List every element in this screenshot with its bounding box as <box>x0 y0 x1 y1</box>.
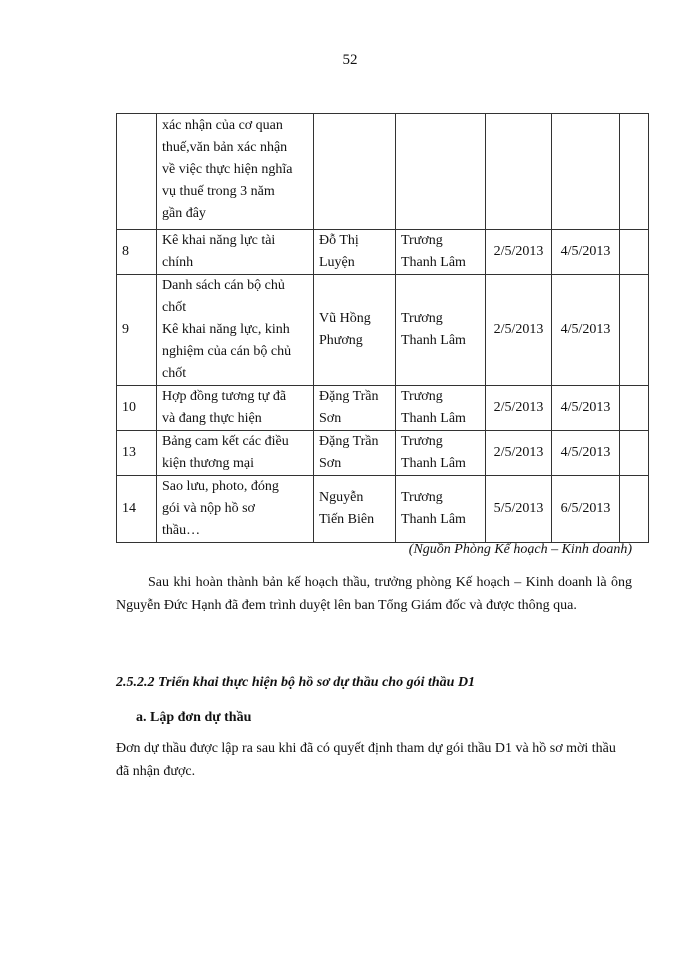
table-row <box>117 230 649 275</box>
approver-line: Trương <box>401 311 443 326</box>
cell-no: 9 <box>117 275 157 386</box>
cell-extra <box>620 114 649 230</box>
approver-line: Thanh Lâm <box>401 333 466 348</box>
cell-person <box>314 476 396 543</box>
task-line: chính <box>162 255 194 270</box>
person-line: Đặng Trần <box>319 434 379 449</box>
cell-approver <box>396 476 486 543</box>
cell-no: 13 <box>117 431 157 476</box>
cell-approver <box>396 230 486 275</box>
cell-end-date: 4/5/2013 <box>552 275 620 386</box>
cell-person <box>314 230 396 275</box>
task-line: thuế,văn bản xác nhận <box>162 140 288 155</box>
cell-no: 14 <box>117 476 157 543</box>
task-line: chốt <box>162 300 187 315</box>
cell-task <box>157 230 314 275</box>
cell-person <box>314 431 396 476</box>
cell-no <box>117 114 157 230</box>
bidding-plan-table-body <box>117 114 649 543</box>
cell-extra <box>620 275 649 386</box>
approver-line: Thanh Lâm <box>401 255 466 270</box>
approver-line: Trương <box>401 490 443 505</box>
task-line: gói và nộp hồ sơ <box>162 501 255 516</box>
person-line: Vũ Hồng <box>319 311 371 326</box>
task-line: Kê khai năng lực tài <box>162 233 276 248</box>
section-heading: 2.5.2.2 Triển khai thực hiện bộ hồ sơ dự thầu cho gói thầu D1 <box>116 675 476 690</box>
person-line: Sơn <box>319 411 342 426</box>
approver-line: Trương <box>401 389 443 404</box>
cell-person <box>314 386 396 431</box>
cell-approver <box>396 386 486 431</box>
cell-extra <box>620 476 649 543</box>
person-line: Nguyễn <box>319 490 364 505</box>
task-line: về việc thực hiện nghĩa <box>162 162 293 177</box>
table-source-note: (Nguồn Phòng Kế hoạch – Kinh doanh) <box>408 542 632 557</box>
page-number: 52 <box>342 52 358 68</box>
task-line: Sao lưu, photo, đóng <box>162 479 279 494</box>
task-line: Danh sách cán bộ chủ <box>162 278 285 293</box>
cell-extra <box>620 230 649 275</box>
table-row-continued <box>117 114 649 230</box>
cell-task <box>157 275 314 386</box>
approver-line: Trương <box>401 434 443 449</box>
approver-line: Thanh Lâm <box>401 411 466 426</box>
cell-no: 10 <box>117 386 157 431</box>
task-line: Kê khai năng lực, kinh <box>162 322 290 337</box>
cell-task <box>157 431 314 476</box>
cell-end-date: 4/5/2013 <box>552 431 620 476</box>
cell-task <box>157 386 314 431</box>
cell-start-date: 2/5/2013 <box>486 230 552 275</box>
person-line: Phương <box>319 333 363 348</box>
task-line: vụ thuế trong 3 năm <box>162 184 275 199</box>
cell-end-date: 4/5/2013 <box>552 230 620 275</box>
cell-person <box>314 114 396 230</box>
task-line: chốt <box>162 366 187 381</box>
task-line: và đang thực hiện <box>162 411 262 426</box>
bidding-plan-table <box>116 113 649 543</box>
table-row <box>117 275 649 386</box>
person-line: Sơn <box>319 456 342 471</box>
cell-extra <box>620 431 649 476</box>
cell-no: 8 <box>117 230 157 275</box>
cell-approver <box>396 431 486 476</box>
person-line: Đặng Trần <box>319 389 379 404</box>
table-row <box>117 476 649 543</box>
approver-line: Thanh Lâm <box>401 512 466 527</box>
table-row <box>117 386 649 431</box>
cell-start-date: 5/5/2013 <box>486 476 552 543</box>
task-line: xác nhận của cơ quan <box>162 118 283 133</box>
task-line: thầu… <box>162 523 201 538</box>
person-line: Luyện <box>319 255 355 270</box>
paragraph-bid-form: Đơn dự thầu được lập ra sau khi đã có quyết định tham dự gói thầu D1 và hồ sơ mời thầu đã nhận được. <box>116 741 616 779</box>
task-line: kiện thương mại <box>162 456 254 471</box>
cell-end-date <box>552 114 620 230</box>
task-line: nghiệm của cán bộ chủ <box>162 344 292 359</box>
cell-start-date: 2/5/2013 <box>486 431 552 476</box>
cell-approver <box>396 114 486 230</box>
task-line: Hợp đồng tương tự đã <box>162 389 287 404</box>
cell-end-date: 6/5/2013 <box>552 476 620 543</box>
sub-heading: a. Lập đơn dự thầu <box>136 710 252 725</box>
cell-approver <box>396 275 486 386</box>
cell-extra <box>620 386 649 431</box>
approver-line: Trương <box>401 233 443 248</box>
task-line: Bảng cam kết các điều <box>162 434 289 449</box>
table-row <box>117 431 649 476</box>
cell-start-date <box>486 114 552 230</box>
cell-end-date: 4/5/2013 <box>552 386 620 431</box>
approver-line: Thanh Lâm <box>401 456 466 471</box>
person-line: Tiến Biên <box>319 512 375 527</box>
cell-start-date: 2/5/2013 <box>486 386 552 431</box>
cell-person <box>314 275 396 386</box>
cell-start-date: 2/5/2013 <box>486 275 552 386</box>
cell-task <box>157 476 314 543</box>
cell-task <box>157 114 314 230</box>
paragraph-approval: Sau khi hoàn thành bản kế hoạch thầu, trưởng phòng Kế hoạch – Kinh doanh là ông Nguyễn Đức Hạnh đã đem trình duyệt lên ban Tổng Giám đốc và được thông qua. <box>116 575 632 613</box>
task-line: gần đây <box>162 206 206 221</box>
person-line: Đỗ Thị <box>319 233 359 248</box>
